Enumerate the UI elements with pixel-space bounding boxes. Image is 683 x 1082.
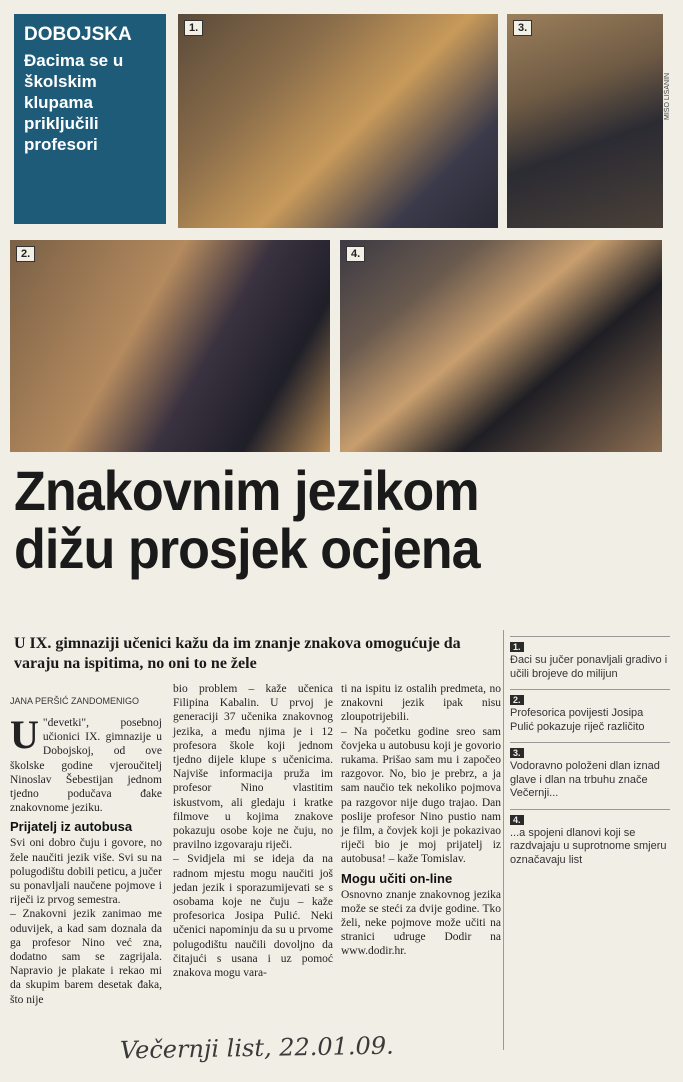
column-3: ti na ispitu iz ostalih predmeta, no znakovni jezik ipak nisu zloupotrijebili. – Na početku godine sreo sam čovjeka u autobusu koji je govorio rukama. Prišao sam mu i započeo razgovor. No, bio je prebrz, a ja sam naučio tek nekoliko pojmova pa razgovor nije dugo trajao. Dan poslije profesor Nino pustio nam je film, a čovjek koji je pokazivao riječi bio je moj prijatelj iz autobusa! – kaže Tomislav. Mogu učiti on-line Osnovno znanje znakovnog jezika može se steći za dvije godine. Tko želi, neke pojmove može učiti na stranici udruge Dodir na www.dodir.hr.: [341, 683, 501, 958]
caption-item: 1. Đaci su jučer ponavljali gradivo i učili brojeve do milijun: [510, 636, 670, 681]
caption-item: 3. Vodoravno položeni dlan iznad glave i dlan na trbuhu znače Večernji...: [510, 742, 670, 801]
photo-number: 2.: [16, 246, 35, 262]
headline: Znakovnim jezikom dižu prosjek ocjena: [14, 459, 480, 580]
photo-1: [178, 14, 498, 228]
photo-number: 3.: [513, 20, 532, 36]
photo-4: [340, 240, 662, 452]
byline: JANA PERŠIĆ ZANDOMENIGO: [10, 696, 140, 706]
photo-number: 1.: [184, 20, 203, 36]
caption-item: 2. Profesorica povijesti Josipa Pulić pokazuje riječ različito: [510, 689, 670, 734]
section-teaser: Đacima se u školskim klupama priključili profesori: [24, 51, 124, 154]
caption-item: 4. ...a spojeni dlanovi koji se razdvajaju u suprotnome smjeru označavaju list: [510, 809, 670, 868]
section-box: [14, 14, 166, 224]
handwritten-source-note: Večernji list, 22.01.09.: [119, 1031, 394, 1065]
column-2: bio problem – kaže učenica Filipina Kabalin. U prvoj je generaciji 37 učenika znakovnog jezika, a među njima je i 12 profesora škole koji jednom tjedno dijele klupe s učenicima. Najviše informacija pruža im profesor Nino vlastitim iskustvom, ali gledaju i kratke filmove u kojima znakove pokazuju osobe koje ne čuju, no pravilno izgovaraju riječi. – Svidjela mi se ideja da na radnom mjestu mogu naučiti još jedan jezik i sporazumijevati se s osobama koje ne čuju – kaže profesorica Josipa Pulić. Neki učenici napominju da su u prvome polugodištu naučili dovoljno da čitajući s usana i uz pomoć znakova mogu vara-: [173, 683, 333, 980]
photo-number: 4.: [346, 246, 365, 262]
photo-3: [507, 14, 663, 228]
photo-credit: MIŠO LIŠANIN: [664, 72, 671, 120]
subheadline: U IX. gimnaziji učenici kažu da im znanje znakova omogućuje da varaju na ispitima, no oni to ne žele: [14, 635, 461, 672]
photo-2: [10, 240, 330, 452]
crosshead: Mogu učiti on-line: [341, 870, 453, 886]
dropcap: U: [10, 712, 39, 757]
column-1: U "devetki", posebnoj učionici IX. gimnazije u Dobojskoj, od ove školske godine vjeroučitelj Ninoslav Šebestijan jednom tjedno podučava đake znakovnome jeziku. Prijatelj iz autobusa Svi oni dobro čuju i govore, no žele naučiti jezik više. Svi su na polugodištu dobili peticu, a jučer su ponavljali naučene pojmove i riječi iz prvog semestra. – Znakovni jezik zanimao me oduvijek, a kad sam doznala da ga profesor Nino već zna, dodatno sam se zagrijala. Napravio je plakate i rekao mi da skupim barem desetak đaka, što nije: [10, 712, 162, 1006]
crosshead: Prijatelj iz autobusa: [10, 819, 133, 835]
column-rule: [503, 630, 504, 1050]
caption-sidebar: [510, 636, 670, 875]
section-tag: DOBOJSKA: [24, 24, 132, 45]
